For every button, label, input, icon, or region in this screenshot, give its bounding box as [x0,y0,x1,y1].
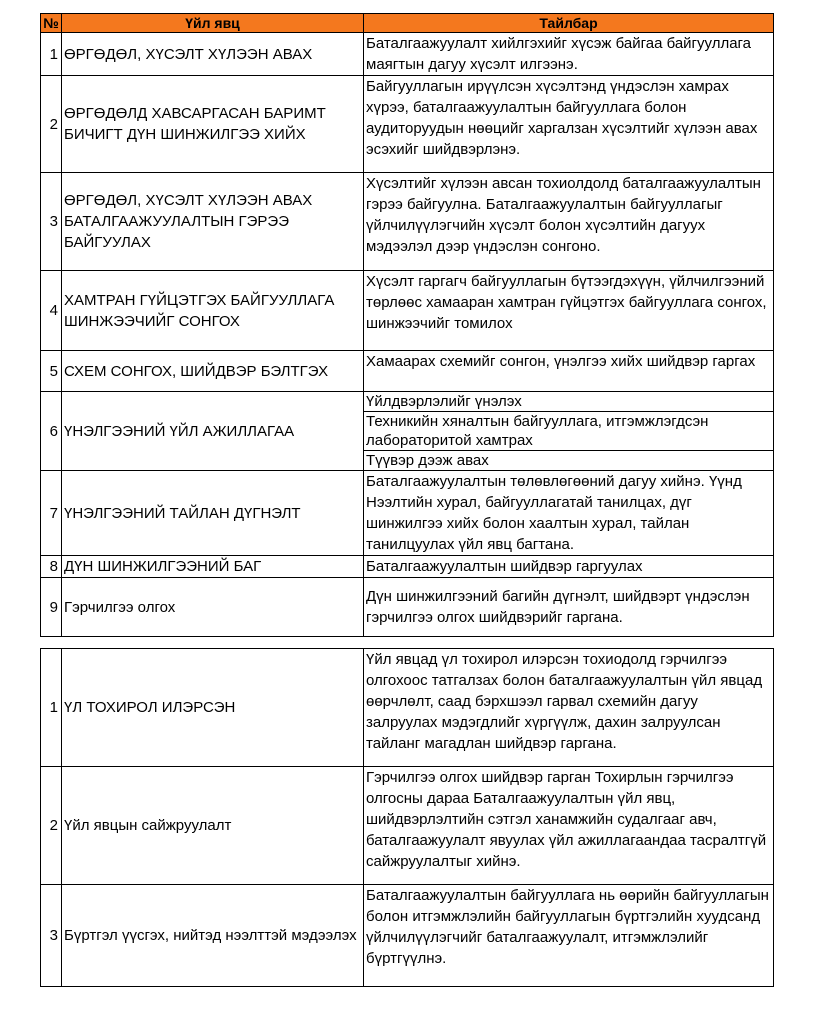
table-row [41,767,774,885]
row-process: Бүртгэл үүсгэх, нийтэд нээлттэй мэдээлэх [62,885,364,987]
row-process: ӨРГӨДӨЛ, ХҮСЭЛТ ХҮЛЭЭН АВАХ [62,33,364,76]
row-number: 7 [41,471,62,556]
row-description: Байгууллагын ирүүлсэн хүсэлтэнд үндэслэн хамрах хүрээ, баталгаажуулалтын байгууллага болон аудиторуудын нөөцийг харгалзан хүсэлтийг хүлээн авах эсэхийг шийдвэрлэнэ. [364,76,774,173]
row-description: Баталгаажуулалт хийлгэхийг хүсэж байгаа байгууллага маягтын дагуу хүсэлт илгээнэ. [364,33,774,76]
table-row [41,271,774,351]
row-description: Баталгаажуулалтын шийдвэр гаргуулах [364,556,774,578]
row-description-list [364,392,774,471]
row-process: ҮНЭЛГЭЭНИЙ ТАЙЛАН ДҮГНЭЛТ [62,471,364,556]
header-number: № [41,14,62,33]
table-row [41,885,774,987]
row-process: Үйл явцын сайжруулалт [62,767,364,885]
row-process: ДҮН ШИНЖИЛГЭЭНИЙ БАГ [62,556,364,578]
table-row [41,392,774,471]
table-row [41,33,774,76]
header-description: Тайлбар [364,14,774,33]
row-number: 3 [41,173,62,271]
row-process: ӨРГӨДӨЛД ХАВСАРГАСАН БАРИМТ БИЧИГТ ДҮН ШИНЖИЛГЭЭ ХИЙХ [62,76,364,173]
table-row [41,649,774,767]
row-description: Гэрчилгээ олгох шийдвэр гарган Тохирлын гэрчилгээ олгосны дараа Баталгаажуулалтын үйл явц, шийдвэрлэлтийн сэтгэл ханамжийн судалгааг авч, баталгаажуулалт явуулах үйл ажиллагаандаа тасралтгүй сайжруулалтыг хийнэ. [364,767,774,885]
description-part: Түүвэр дээж авах [366,452,489,469]
row-description: Хамаарах схемийг сонгон, үнэлгээ хийх шийдвэр гаргах [364,351,774,392]
row-number: 5 [41,351,62,392]
header-process: Үйл явц [62,14,364,33]
table-row [41,76,774,173]
row-description: Үйл явцад үл тохирол илэрсэн тохиодолд гэрчилгээ олгохоос татгалзах болон баталгаажуулалтын үйл явцад өөрчлөлт, саад бэрхшээл гарвал схемийн дагуу залруулах мэдэгдлийг хүргүүлж, дахин залруулсан тайланг магадлан шийдвэр гаргана. [364,649,774,767]
description-part: Техникийн хяналтын байгууллага, итгэмжлэгдсэн лабораторитой хамтрах [364,412,773,451]
row-number: 2 [41,767,62,885]
table-row [41,578,774,637]
row-process: ҮНЭЛГЭЭНИЙ ҮЙЛ АЖИЛЛАГАА [62,392,364,471]
row-number: 1 [41,649,62,767]
row-process: Гэрчилгээ олгох [62,578,364,637]
row-description: Хүсэлт гаргагч байгууллагын бүтээгдэхүүн, үйлчилгээний төрлөөс хамааран хамтран гүйцэтгэх байгууллага сонгох, шинжээчийг томилох [364,271,774,351]
row-process: ХАМТРАН ГҮЙЦЭТГЭХ БАЙГУУЛЛАГА ШИНЖЭЭЧИЙГ СОНГОХ [62,271,364,351]
table-row [41,351,774,392]
row-number: 2 [41,76,62,173]
row-number: 8 [41,556,62,578]
process-table [40,13,774,637]
row-number: 3 [41,885,62,987]
row-number: 4 [41,271,62,351]
table-row [41,173,774,271]
followup-table [40,648,774,987]
row-process: СХЕМ СОНГОХ, ШИЙДВЭР БЭЛТГЭХ [62,351,364,392]
row-description: Баталгаажуулалтын төлөвлөгөөний дагуу хийнэ. Үүнд Нээлтийн хурал, байгууллагатай танилцах, дүг шинжилгээ хийх болон хаалтын хурал, тайлан танилцуулах үйл явц багтана. [364,471,774,556]
table-header-row [41,14,774,33]
row-number: 6 [41,392,62,471]
row-description: Дүн шинжилгээний багийн дүгнэлт, шийдвэрт үндэслэн гэрчилгээ олгох шийдвэрийг гаргана. [364,578,774,637]
row-description: Баталгаажуулалтын байгууллага нь өөрийн байгууллагын болон итгэмжлэлийн байгууллагын бүртгэлийн хуудсанд үйлчилүүлэгчийг баталгаажуулалт, итгэмжлэлийг бүртгүүлнэ. [364,885,774,987]
row-process: ӨРГӨДӨЛ, ХҮСЭЛТ ХҮЛЭЭН АВАХ БАТАЛГААЖУУЛАЛТЫН ГЭРЭЭ БАЙГУУЛАХ [62,173,364,271]
row-process: ҮЛ ТОХИРОЛ ИЛЭРСЭН [62,649,364,767]
table-row [41,556,774,578]
row-description: Хүсэлтийг хүлээн авсан тохиолдолд баталгаажуулалтын гэрээ байгуулна. Баталгаажуулалтын байгууллагыг үйлчилүүлэгчийн хүсэлт болон хүсэлтийн дагуух мэдээлэл дээр үндэслэн сонгоно. [364,173,774,271]
row-number: 1 [41,33,62,76]
table-row [41,471,774,556]
description-part: Үйлдвэрлэлийг үнэлэх [364,392,773,412]
row-number: 9 [41,578,62,637]
